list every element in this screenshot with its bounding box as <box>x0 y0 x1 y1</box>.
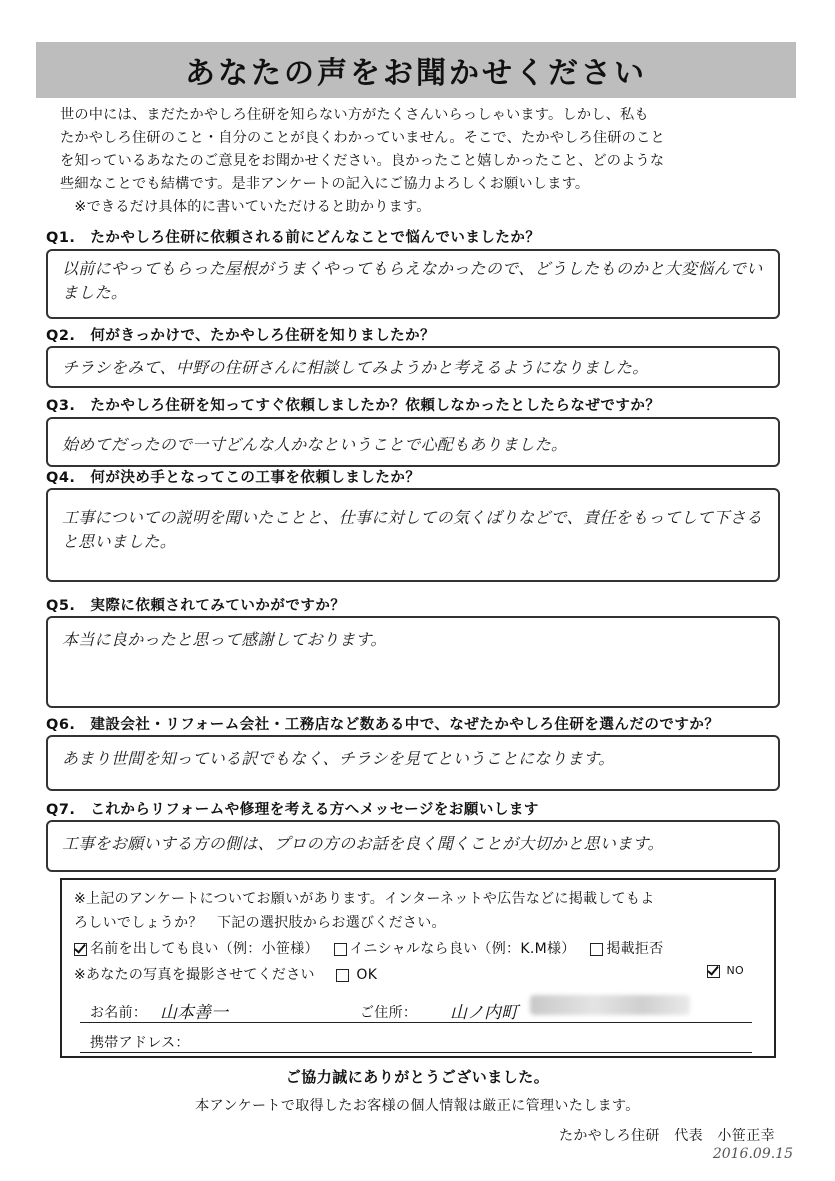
mobile-label: 携帯アドレス： <box>90 1035 190 1051</box>
option-decline[interactable] <box>590 938 663 958</box>
answer-2-box <box>46 346 780 388</box>
consent-request-line-2: ろしいでしょうか？ 下記の選択肢からお選びください。 <box>74 915 446 931</box>
intro-line: ※できるだけ具体的に書いていただけると助かります。 <box>60 199 431 215</box>
question-1-label: Q1. たかやしろ住研に依頼される前にどんなことで悩んでいましたか？ <box>46 230 541 246</box>
option-photo-ok-label: OK <box>356 967 378 983</box>
title-banner <box>36 42 796 98</box>
intro-line: 世の中には、まだたかやしろ住研を知らない方がたくさんいらっしゃいます。しかし、私も <box>60 107 649 123</box>
answer-5-text: 本当に良かったと思って感謝しております。 <box>62 630 387 649</box>
name-options <box>74 938 674 958</box>
answer-6-box <box>46 735 780 791</box>
intro-line: を知っているあなたのご意見をお聞かせください。良かったこと嬉しかったこと、どのような <box>60 153 665 169</box>
address-value[interactable]: 山ノ内町 <box>450 1003 518 1023</box>
checkbox-icon[interactable] <box>590 943 603 956</box>
photo-question: ※あなたの写真を撮影させてください <box>74 967 315 983</box>
option-photo-no-label: NO <box>726 964 744 977</box>
answer-1-box <box>46 249 780 319</box>
checkbox-checked-icon[interactable] <box>74 943 87 956</box>
intro-line: たかやしろ住研のこと・自分のことが良くわかっていません。そこで、たかやしろ住研のこと <box>60 130 665 146</box>
checkbox-checked-icon[interactable] <box>707 965 720 978</box>
consent-box <box>60 878 776 1058</box>
answer-7-text: 工事をお願いする方の側は、プロの方のお話を良く聞くことが大切かと思います。 <box>62 834 664 853</box>
name-label: お名前： <box>90 1005 148 1021</box>
answer-7-box <box>46 820 780 872</box>
thanks-text: ご協力誠にありがとうございました。 <box>285 1068 550 1086</box>
option-initials-label: イニシャルなら良い（例：K.M様） <box>349 941 576 957</box>
intro-text <box>60 104 782 219</box>
address-label: ご住所： <box>360 1005 418 1021</box>
checkbox-icon[interactable] <box>336 969 349 982</box>
option-decline-label: 掲載拒否 <box>606 941 664 957</box>
answer-2-text: チラシをみて、中野の住研さんに相談してみようかと考えるようになりました。 <box>62 358 649 377</box>
question-2-label: Q2. 何がきっかけで、たかやしろ住研を知りましたか？ <box>46 328 436 344</box>
answer-1-text: 以前にやってもらった屋根がうまくやってもらえなかったので、どうしたものかと大変悩んでいました。 <box>62 259 763 302</box>
name-value[interactable]: 山本善一 <box>160 1003 228 1023</box>
answer-3-box <box>46 417 780 467</box>
question-3-label: Q3. たかやしろ住研を知ってすぐ依頼しましたか？依頼しなかったとしたらなぜですか？ <box>46 398 661 414</box>
answer-5-box <box>46 616 780 708</box>
redacted-address <box>530 995 690 1015</box>
intro-line: 些細なことでも結構です。是非アンケートの記入にご協力よろしくお願いします。 <box>60 176 590 192</box>
answer-4-text: 工事についての説明を聞いたことと、仕事に対しての気くばりなどで、責任をもってして下さると思いました。 <box>62 508 763 551</box>
checkbox-icon[interactable] <box>334 943 347 956</box>
company-signature: たかやしろ住研 代表 小笹正幸 <box>559 1128 775 1144</box>
option-photo-no[interactable] <box>707 964 744 978</box>
question-5-label: Q5. 実際に依頼されてみていかがですか？ <box>46 598 346 614</box>
option-photo-ok[interactable] <box>336 967 378 983</box>
mobile-line <box>80 1026 752 1053</box>
question-7-label: Q7. これからリフォームや修理を考える方へメッセージをお願いします <box>46 802 539 818</box>
option-name-ok-label: 名前を出しても良い（例：小笹様） <box>90 941 319 957</box>
consent-request-line-1: ※上記のアンケートについてお願いがあります。インターネットや広告などに掲載してもよ <box>74 891 655 907</box>
option-initials[interactable] <box>334 938 576 958</box>
handwritten-date: 2016.09.15 <box>712 1146 793 1162</box>
answer-3-text: 始めてだったので一寸どんな人かなということで心配もありました。 <box>62 435 568 454</box>
answer-4-box <box>46 488 780 582</box>
question-4-label: Q4. 何が決め手となってこの工事を依頼しましたか？ <box>46 470 421 486</box>
photo-row <box>74 964 764 984</box>
privacy-note: 本アンケートで取得したお客様の個人情報は厳正に管理いたします。 <box>195 1098 640 1114</box>
answer-6-text: あまり世間を知っている訳でもなく、チラシを見てということになります。 <box>62 749 615 768</box>
page-title: あなたの声をお聞かせください <box>185 56 647 91</box>
question-6-label: Q6. 建設会社・リフォーム会社・工務店など数ある中で、なぜたかやしろ住研を選んだのですか？ <box>46 717 720 733</box>
option-name-ok[interactable] <box>74 938 319 958</box>
